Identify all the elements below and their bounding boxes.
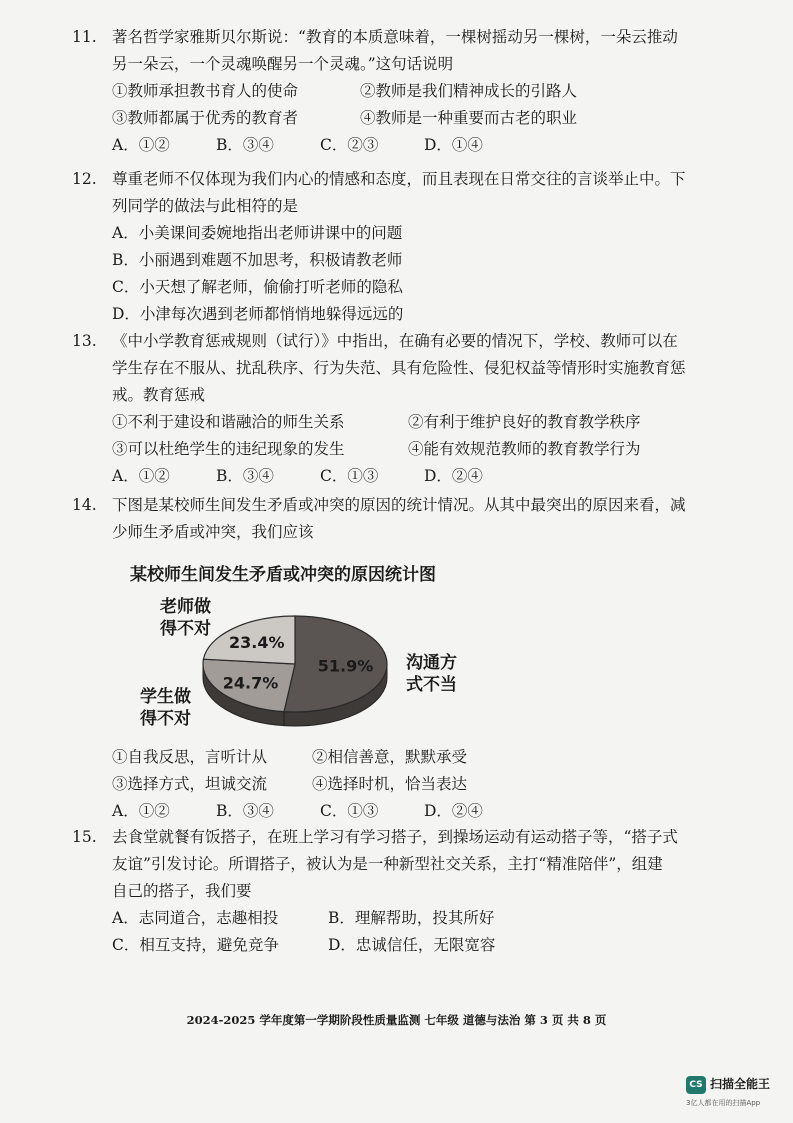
option-b: B．理解帮助，投其所好 [328, 909, 495, 927]
slice-label-student: 学生做 得不对 [140, 687, 191, 729]
question-stem-line: 尊重老师不仅体现为我们内心的情感和态度，而且表现在日常交往的言谈举止中。下 [112, 170, 686, 188]
answer-options [112, 798, 732, 825]
statement-row [112, 771, 732, 798]
option-c: C．①③ [320, 802, 379, 820]
option-c: C．②③ [320, 136, 379, 154]
slice-percent-label: 24.7% [222, 673, 279, 693]
statement: ③教师都属于优秀的教育者 [112, 109, 299, 127]
question-stem-line: 列同学的做法与此相符的是 [112, 197, 299, 215]
option-d: D．小津每次遇到老师都悄悄地躲得远远的 [112, 305, 404, 323]
watermark-subtitle: 3亿人都在用的扫描App [686, 1099, 761, 1107]
watermark-name: 扫描全能王 [710, 1077, 771, 1091]
option-b: B．③④ [216, 467, 274, 485]
question-stem-line: 戒。教育惩戒 [112, 386, 206, 404]
answer-options [112, 132, 732, 159]
option-a: A．①② [112, 136, 170, 154]
statement: ④教师是一种重要而古老的职业 [360, 109, 578, 127]
option-c: C．小天想了解老师，偷偷打听老师的隐私 [112, 278, 403, 296]
question-number: 14. [72, 496, 97, 514]
question-15 [72, 824, 732, 959]
option-d: D．②④ [424, 802, 483, 820]
question-stem-line: 学生存在不服从、扰乱秩序、行为失范、具有危险性、侵犯权益等情形时实施教育惩 [112, 359, 686, 377]
slice-label-teacher: 老师做 得不对 [160, 597, 211, 639]
statement: ①教师承担教书育人的使命 [112, 82, 299, 100]
cs-logo-icon: CS [686, 1076, 706, 1094]
statement: ③选择方式，坦诚交流 [112, 775, 268, 793]
statement-row [112, 105, 732, 132]
question-number: 11. [72, 28, 97, 46]
option-a: A．①② [112, 802, 170, 820]
question-11 [72, 24, 732, 159]
answer-options [112, 932, 732, 959]
option-c: C．①③ [320, 467, 379, 485]
statement-row [112, 78, 732, 105]
option-d: D．忠诚信任，无限宽容 [328, 936, 496, 954]
question-stem-line: 友谊”引发讨论。所谓搭子，被认为是一种新型社交关系，主打“精准陪伴”，组建 [112, 855, 663, 873]
statement-row [112, 436, 732, 463]
question-stem-line: 去食堂就餐有饭搭子，在班上学习有学习搭子，到操场运动有运动搭子等，“搭子式 [112, 828, 678, 846]
statement: ①不利于建设和谐融洽的师生关系 [112, 413, 345, 431]
statement: ③可以杜绝学生的违纪现象的发生 [112, 440, 345, 458]
scanner-watermark [686, 1072, 786, 1112]
question-stem-line: 少师生矛盾或冲突，我们应该 [112, 523, 314, 541]
statement-row [112, 409, 732, 436]
option-a: A．志同道合，志趣相投 [112, 909, 279, 927]
answer-options [112, 905, 732, 932]
question-13 [72, 328, 732, 490]
slice-percent-label: 23.4% [228, 632, 285, 652]
slice-label-communication: 沟通方 式不当 [406, 653, 457, 695]
question-stem-line: 下图是某校师生间发生矛盾或冲突的原因的统计情况。从其中最突出的原因来看，减 [112, 496, 686, 514]
option-b: B．③④ [216, 136, 274, 154]
statement: ②相信善意，默默承受 [312, 748, 468, 766]
option-d: D．①④ [424, 136, 483, 154]
answer-options [112, 463, 732, 490]
question-12 [72, 166, 732, 328]
statement: ②有利于维护良好的教育教学秩序 [408, 413, 641, 431]
question-stem-line: 著名哲学家雅斯贝尔斯说：“教育的本质意味着，一棵树摇动另一棵树，一朵云推动 [112, 28, 678, 46]
question-number: 15. [72, 828, 97, 846]
question-stem-line: 自己的搭子，我们要 [112, 882, 252, 900]
statement: ②教师是我们精神成长的引路人 [360, 82, 578, 100]
question-stem-line: 《中小学教育惩戒规则（试行）》中指出，在确有必要的情况下，学校、教师可以在 [112, 332, 678, 350]
question-number: 13. [72, 332, 97, 350]
statement-row [112, 744, 732, 771]
option-a: A．小美课间委婉地指出老师讲课中的问题 [112, 224, 403, 242]
question-14 [72, 492, 732, 546]
statement: ④选择时机，恰当表达 [312, 775, 468, 793]
question-number: 12. [72, 170, 97, 188]
chart-title: 某校师生间发生矛盾或冲突的原因统计图 [130, 565, 436, 585]
option-a: A．①② [112, 467, 170, 485]
option-b: B．小丽遇到难题不加思考，积极请教老师 [112, 251, 403, 269]
slice-percent-label: 51.9% [317, 656, 374, 676]
question-14-choices [72, 744, 732, 825]
option-d: D．②④ [424, 467, 483, 485]
option-c: C．相互支持，避免竞争 [112, 936, 279, 954]
question-stem-line: 另一朵云，一个灵魂唤醒另一个灵魂。”这句话说明 [112, 55, 454, 73]
page-footer: 2024-2025 学年度第一学期阶段性质量监测 七年级 道德与法治 第 3 页 共 8 页 [186, 1013, 607, 1027]
pie-chart [110, 556, 530, 742]
statement: ④能有效规范教师的教育教学行为 [408, 440, 641, 458]
option-b: B．③④ [216, 802, 274, 820]
statement: ①自我反思，言听计从 [112, 748, 268, 766]
